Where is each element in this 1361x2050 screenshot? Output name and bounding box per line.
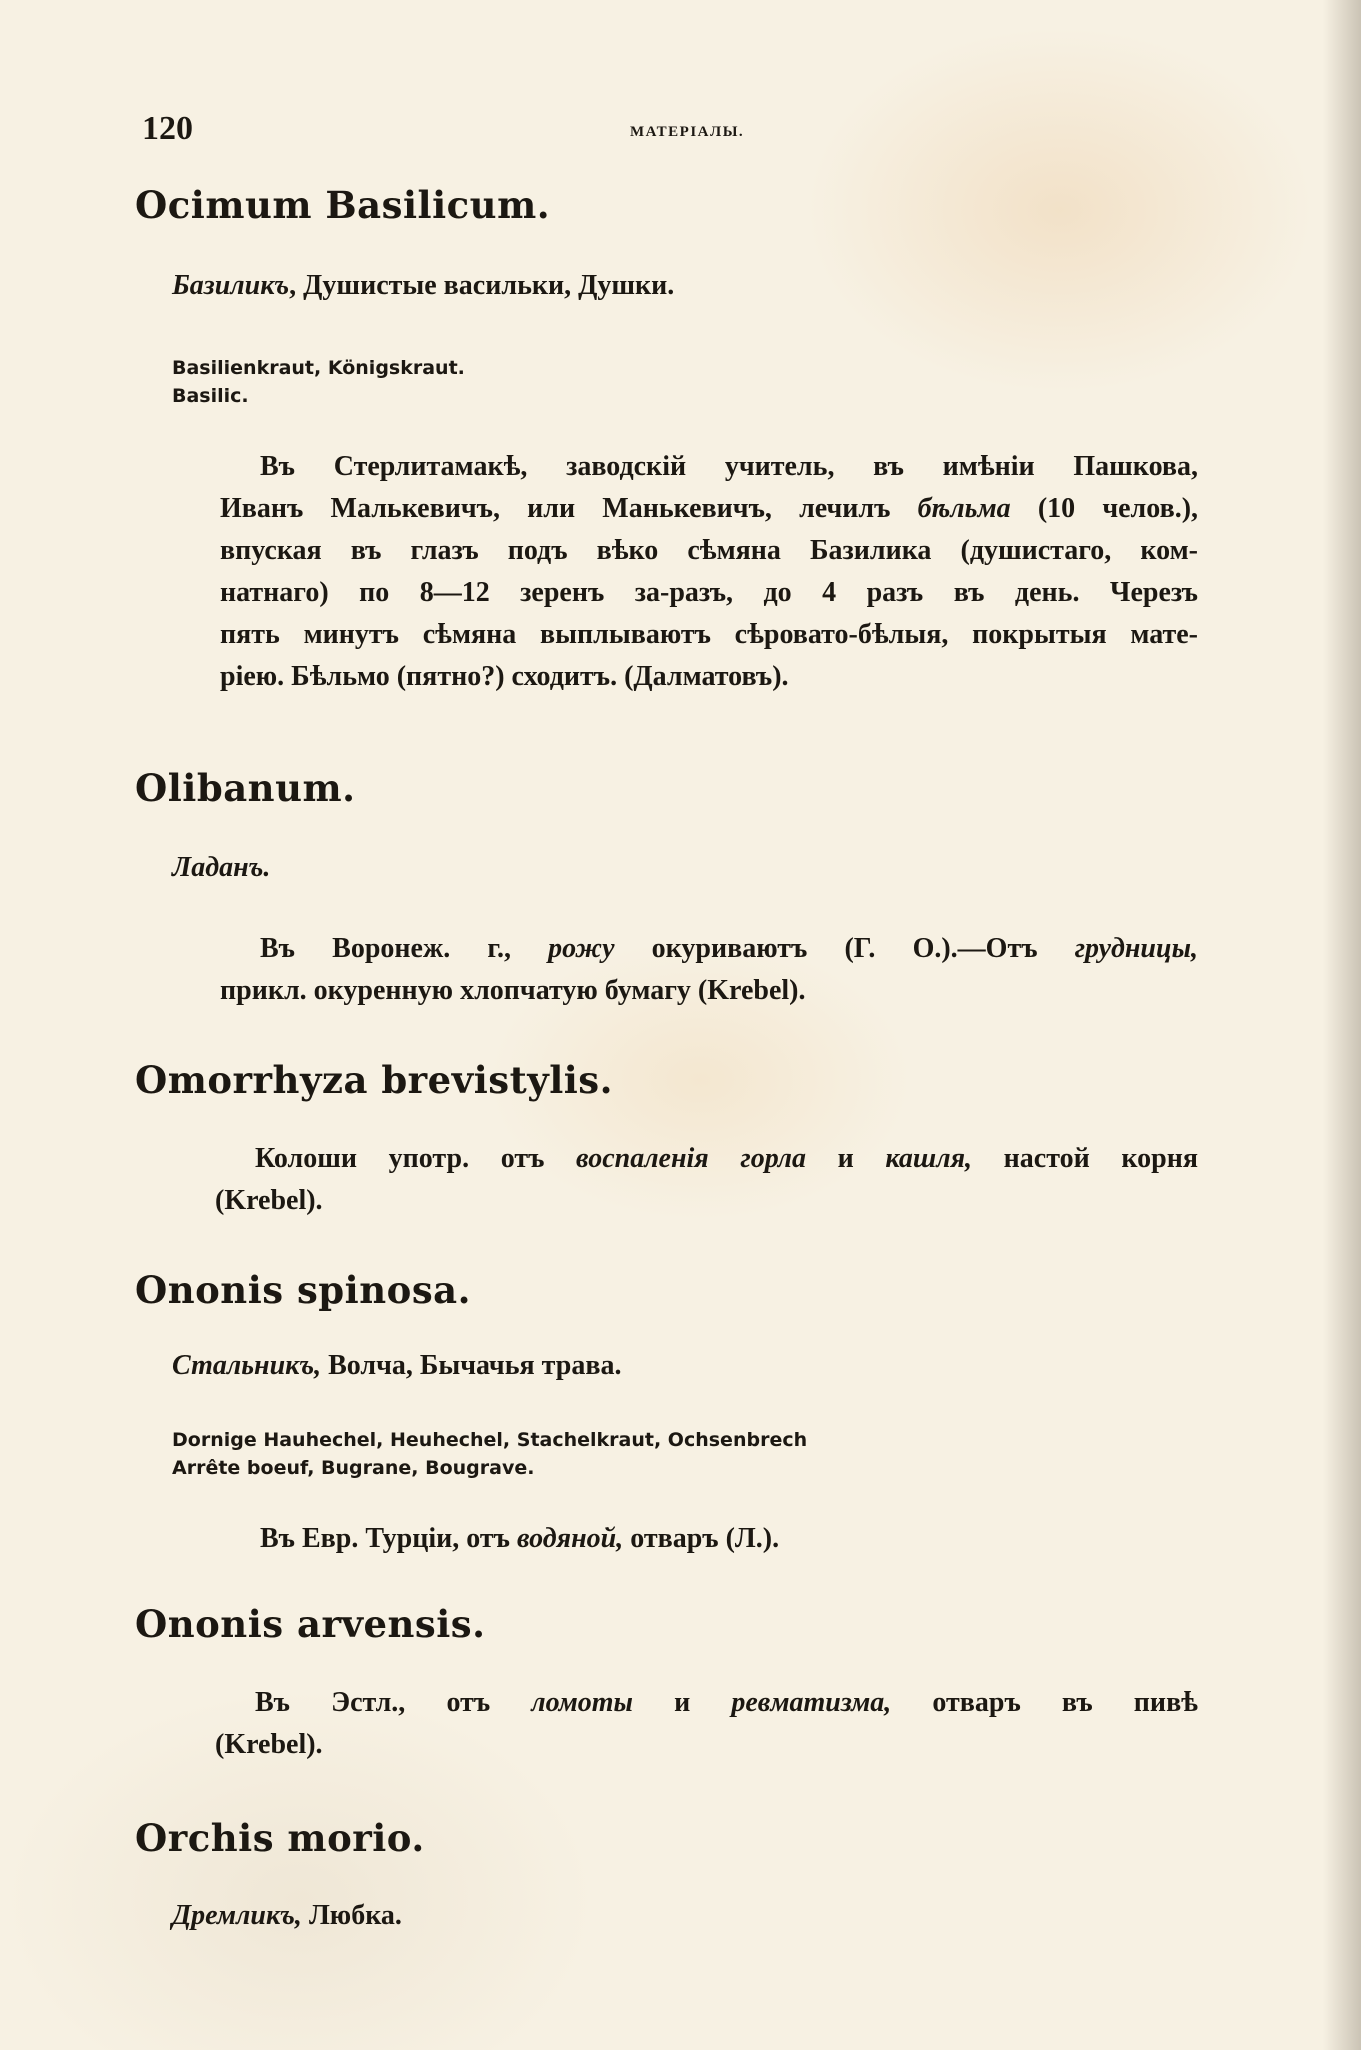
entry-title-omorrhyza: Omorrhyza brevistylis. xyxy=(135,1058,614,1102)
italic-term: воспаленія горла xyxy=(576,1143,806,1174)
foreign-line: Basilienkraut, Königskraut. xyxy=(172,357,465,379)
foreign-line: Arrête boeuf, Bugrane, Bougrave. xyxy=(172,1457,535,1479)
text-line: натнаго) по 8—12 зеренъ за-разъ, до 4 разъ въ день. Черезъ xyxy=(220,577,1198,608)
entry-names-ocimum xyxy=(172,270,674,302)
primary-name: Ладанъ. xyxy=(172,852,271,883)
text-line: впуская въ глазъ подъ вѣко сѣмяна Базилика (душистаго, ком- xyxy=(220,535,1198,566)
primary-name: Базиликъ xyxy=(172,270,290,301)
entry-title-orchis-morio: Orchis morio. xyxy=(135,1816,425,1860)
entry-names-ononis-spinosa xyxy=(172,1350,621,1382)
synonyms: Любка. xyxy=(301,1900,402,1931)
text-line: (Krebel). xyxy=(215,1729,323,1760)
text-run: Въ Эстл., отъ xyxy=(255,1687,532,1718)
primary-name: Стальникъ, xyxy=(172,1350,322,1381)
text-line: прикл. окуренную хлопчатую бумагу (Krebel). xyxy=(220,975,806,1006)
page-edge-shadow xyxy=(1323,0,1361,2050)
italic-term: ломоты xyxy=(531,1687,633,1718)
paragraph-omorrhyza xyxy=(215,1138,1198,1222)
page-number: 120 xyxy=(142,110,193,147)
italic-term: ревматизма, xyxy=(731,1687,892,1718)
text-run: и xyxy=(632,1687,732,1718)
italic-term: кашля, xyxy=(885,1143,973,1174)
text-run: отваръ въ пивѣ xyxy=(891,1687,1198,1718)
italic-term: грудницы, xyxy=(1074,933,1199,964)
text-line xyxy=(220,488,1198,530)
entry-title-ononis-spinosa: Ononis spinosa. xyxy=(135,1268,472,1312)
paragraph-ononis-arvensis xyxy=(215,1682,1198,1766)
text-line: (Krebel). xyxy=(215,1185,323,1216)
text-run: отваръ (Л.). xyxy=(623,1523,780,1554)
foreign-line: Dornige Hauhechel, Heuhechel, Stachelkraut, Ochsenbrech xyxy=(172,1429,808,1451)
text-run: настой корня xyxy=(972,1143,1198,1174)
text-run: Въ Воронеж. г., xyxy=(260,933,549,964)
text-run: (10 челов.), xyxy=(1010,493,1199,524)
synonyms: , Душистые васильки, Душки. xyxy=(289,270,675,301)
italic-term: бѣльма xyxy=(917,493,1011,524)
text-line: ріею. Бѣльмо (пятно?) сходитъ. (Далматовъ). xyxy=(220,661,789,692)
entry-title-ononis-arvensis: Ononis arvensis. xyxy=(135,1602,486,1646)
text-line: Въ Стерлитамакѣ, заводскій учитель, въ имѣніи Пашкова, xyxy=(260,451,1198,482)
text-line xyxy=(255,1682,1198,1724)
text-run: Иванъ Малькевичъ, или Манькевичъ, лечилъ xyxy=(220,493,918,524)
text-line xyxy=(260,1518,1198,1560)
italic-term: рожу xyxy=(548,933,615,964)
foreign-names-ononis-spinosa xyxy=(172,1426,807,1482)
entry-names-orchis-morio xyxy=(172,1900,402,1932)
entry-title-olibanum: Olibanum. xyxy=(135,766,356,810)
entry-names-olibanum xyxy=(172,852,270,884)
text-line xyxy=(255,1138,1198,1180)
foreign-line: Basilic. xyxy=(172,385,249,407)
synonyms: Волча, Бычачья трава. xyxy=(321,1350,622,1381)
text-run: и xyxy=(806,1143,886,1174)
text-line xyxy=(260,928,1198,970)
running-head: МАТЕРІАЛЫ. xyxy=(630,124,745,140)
text-run: Колоши употр. отъ xyxy=(255,1143,577,1174)
paragraph-olibanum xyxy=(220,928,1199,1012)
paragraph-ocimum xyxy=(220,446,1199,698)
text-run: окуриваютъ (Г. О.).—Отъ xyxy=(614,933,1075,964)
text-line: пять минутъ сѣмяна выплываютъ сѣровато-бѣлыя, покрытыя мате- xyxy=(220,619,1198,650)
paragraph-ononis-spinosa xyxy=(260,1518,1198,1560)
foreign-names-ocimum xyxy=(172,354,465,410)
primary-name: Дремликъ, xyxy=(172,1900,302,1931)
text-run: Въ Евр. Турціи, отъ xyxy=(260,1523,517,1554)
italic-term: водяной, xyxy=(516,1523,624,1554)
entry-title-ocimum: Ocimum Basilicum. xyxy=(135,183,551,227)
